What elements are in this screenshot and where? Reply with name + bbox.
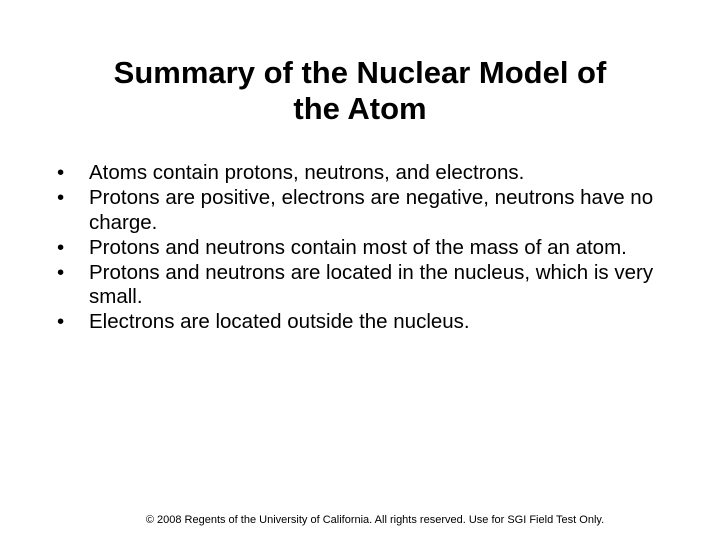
bullet-list — [57, 161, 677, 335]
bullet-text: Electrons are located outside the nucleus. — [89, 310, 470, 333]
bullet-item — [57, 236, 677, 261]
bullet-text: Protons are positive, electrons are negative, neutrons have no charge. — [89, 186, 654, 234]
slide-title-line-1: Summary of the Nuclear Model of — [113, 55, 607, 90]
bullet-icon: • — [57, 161, 65, 184]
bullet-item — [57, 186, 677, 235]
bullet-icon: • — [57, 260, 65, 284]
bullet-text: Protons and neutrons contain most of the mass of an atom. — [89, 235, 627, 259]
bullet-text: Atoms contain protons, neutrons, and electrons. — [89, 161, 525, 184]
slide-title-line-2: the Atom — [293, 91, 427, 126]
copyright-footer: © 2008 Regents of the University of California. All rights reserved. Use for SGI Field Test Only. — [145, 514, 605, 526]
bullet-text: Protons and neutrons are located in the nucleus, which is very small. — [89, 260, 654, 308]
slide-title — [40, 55, 680, 127]
bullet-icon: • — [57, 235, 65, 259]
bullet-item — [57, 261, 677, 310]
bullet-item — [57, 161, 677, 186]
bullet-icon: • — [57, 310, 65, 333]
bullet-icon: • — [57, 186, 65, 209]
bullet-item — [57, 310, 677, 335]
